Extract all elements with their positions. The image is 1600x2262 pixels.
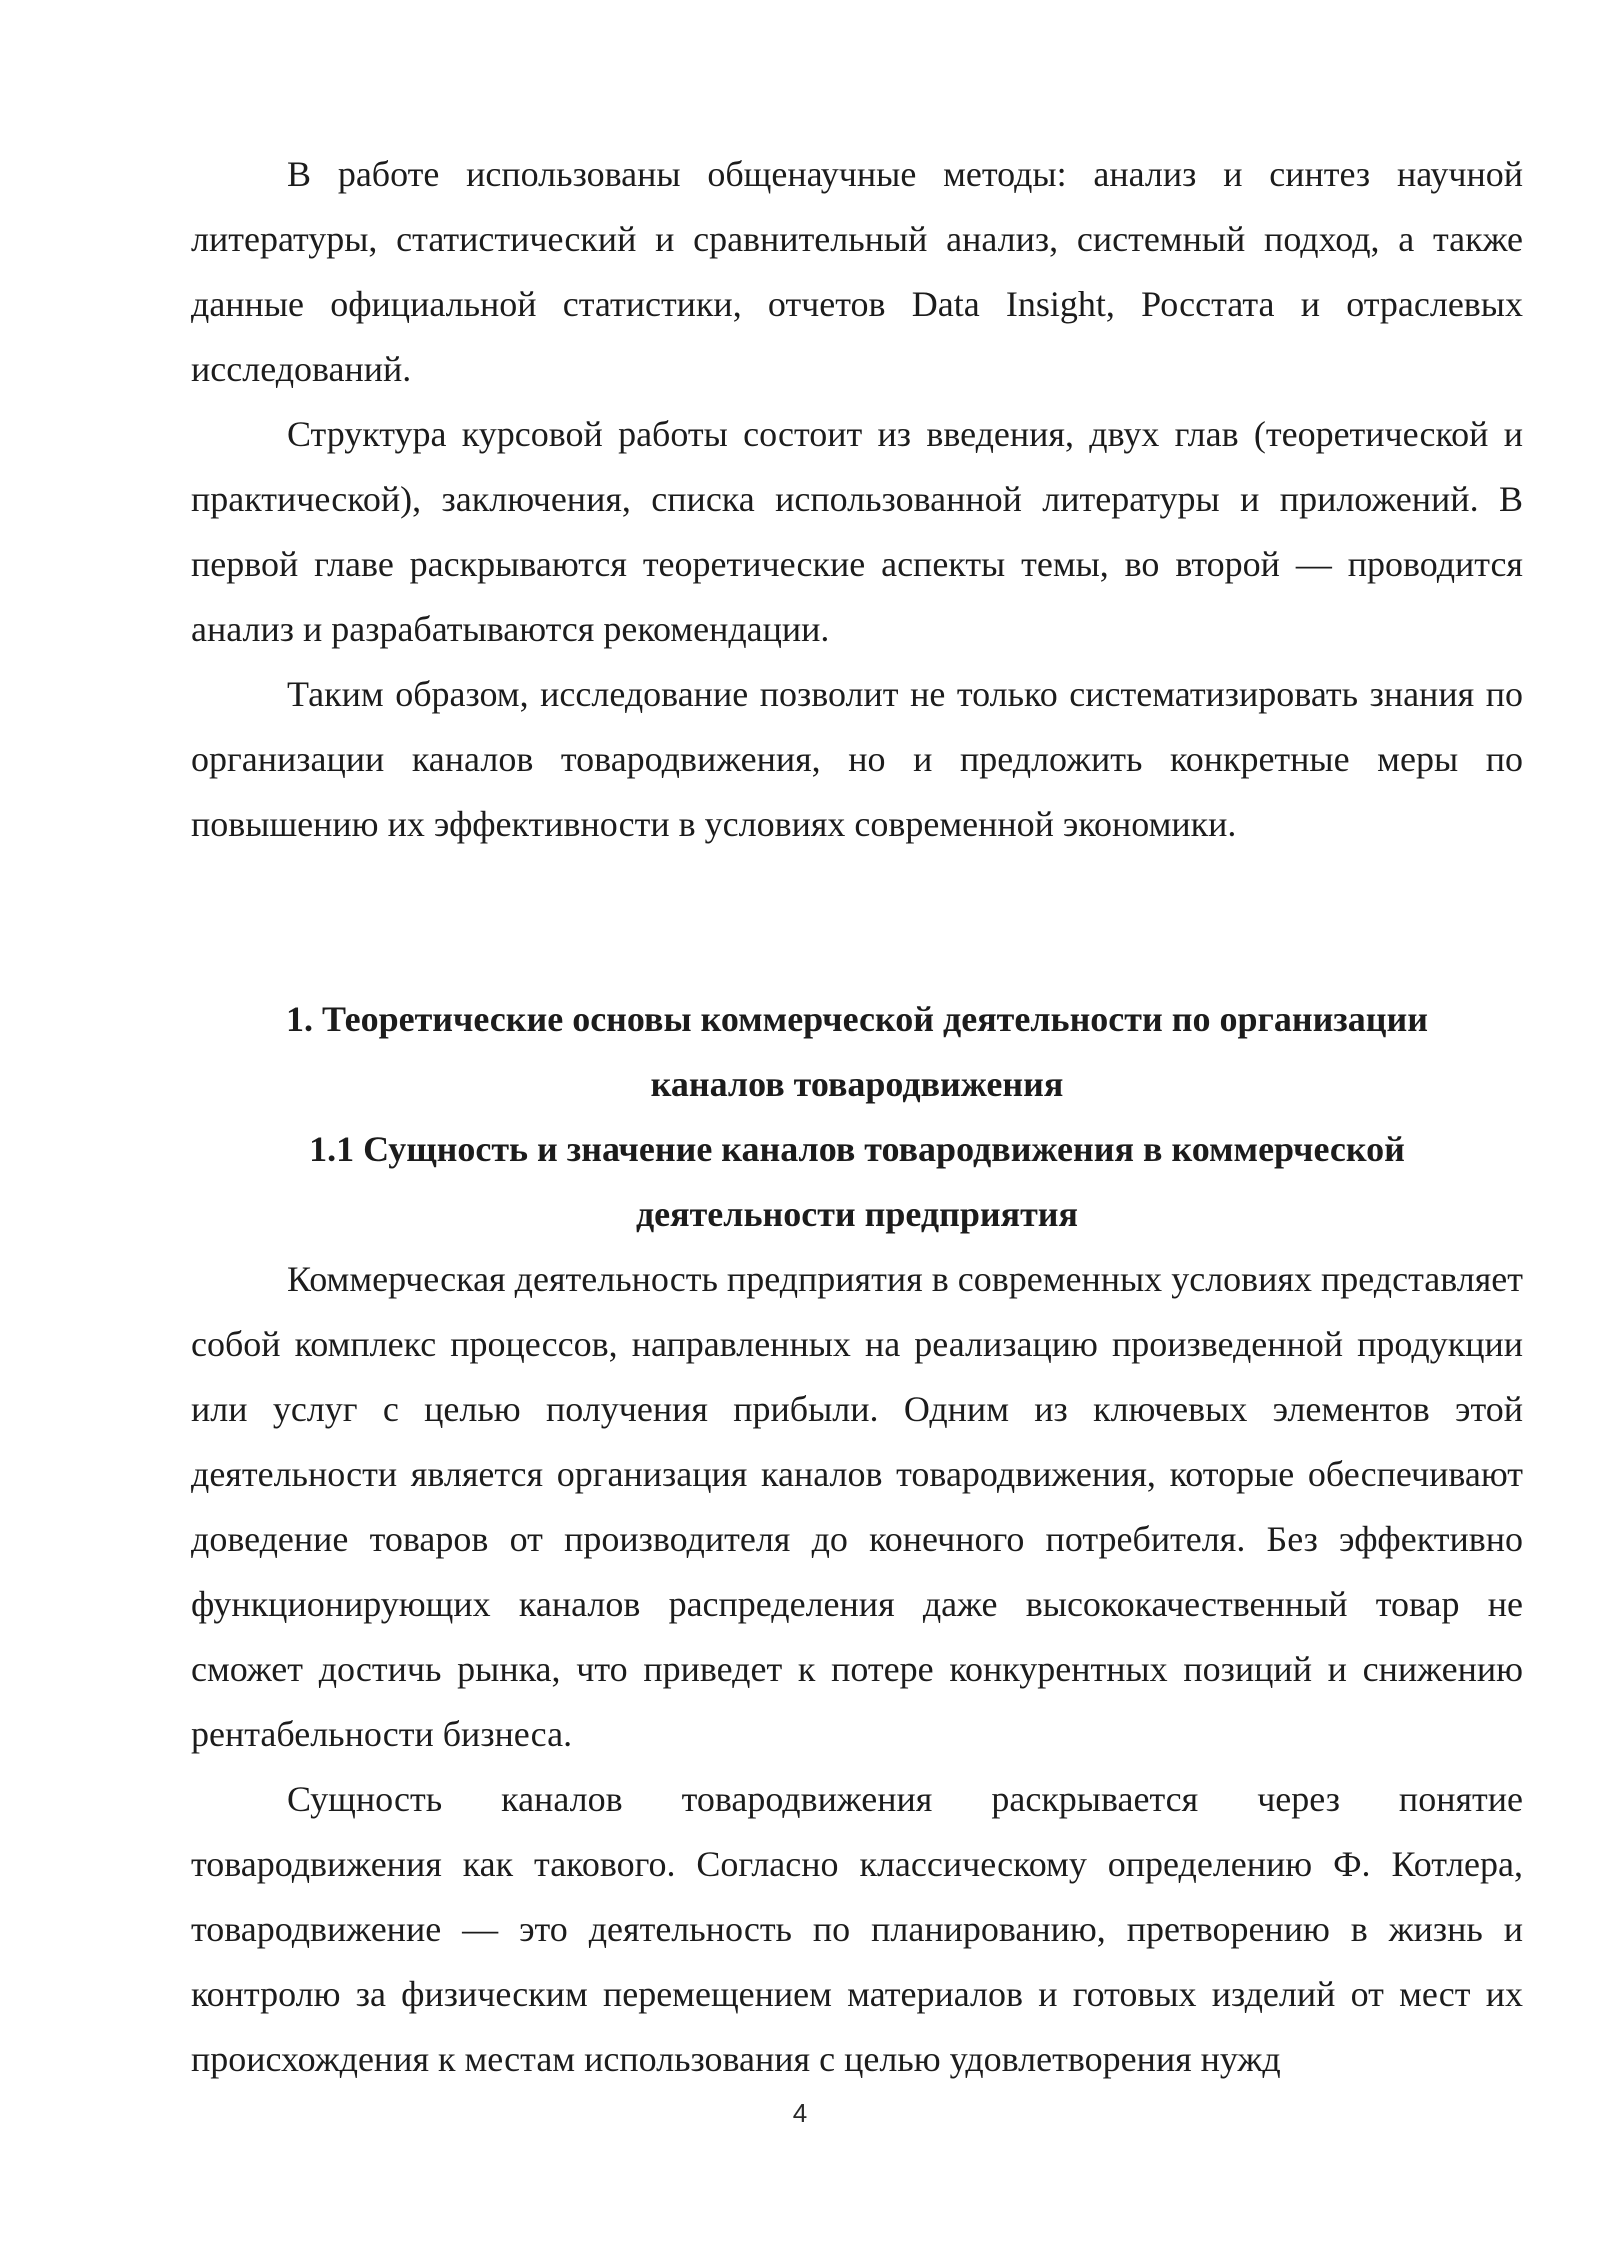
intro-paragraph-methods: В работе использованы общенаучные методы: анализ и синтез научной литературы, статистический и сравнительный анализ, системный подход, а также данные официальной статистики, отчетов Data Insight, Росстата и отраслевых исследований.	[191, 154, 1523, 389]
page-content	[191, 142, 1523, 2092]
intro-paragraph-structure: Структура курсовой работы состоит из введения, двух глав (теоретической и практической), заключения, списка использованной литературы и приложений. В первой главе раскрываются теоретические аспекты темы, во второй — проводится анализ и разрабатываются рекомендации.	[191, 414, 1523, 649]
chapter-heading: 1. Теоретические основы коммерческой деятельности по организации каналов товародвижения	[285, 999, 1428, 1104]
section-paragraph-essence: Сущность каналов товародвижения раскрывается через понятие товародвижения как такового. Согласно классическому определению Ф. Котлера, товародвижение — это деятельность по планированию, претворению в жизнь и контролю за физическим перемещением материалов и готовых изделий от мест их происхождения к местам использования с целью удовлетворения нужд	[191, 1779, 1523, 2079]
section-paragraph-commercial-activity: Коммерческая деятельность предприятия в современных условиях представляет собой комплекс процессов, направленных на реализацию произведенной продукции или услуг с целью получения прибыли. Одним из ключевых элементов этой деятельности является организация каналов товародвижения, которые обеспечивают доведение товаров от производителя до конечного потребителя. Без эффективно функционирующих каналов распределения даже высококачественный товар не сможет достичь рынка, что приведет к потере конкурентных позиций и снижению рентабельности бизнеса.	[191, 1259, 1523, 1754]
intro-paragraph-conclusion: Таким образом, исследование позволит не только систематизировать знания по организации каналов товародвижения, но и предложить конкретные меры по повышению их эффективности в условиях современной экономики.	[191, 674, 1523, 844]
page-number: 4	[792, 2098, 808, 2128]
section-heading: 1.1 Сущность и значение каналов товародвижения в коммерческой деятельности предприятия	[309, 1129, 1405, 1234]
section-spacer	[191, 857, 1523, 987]
